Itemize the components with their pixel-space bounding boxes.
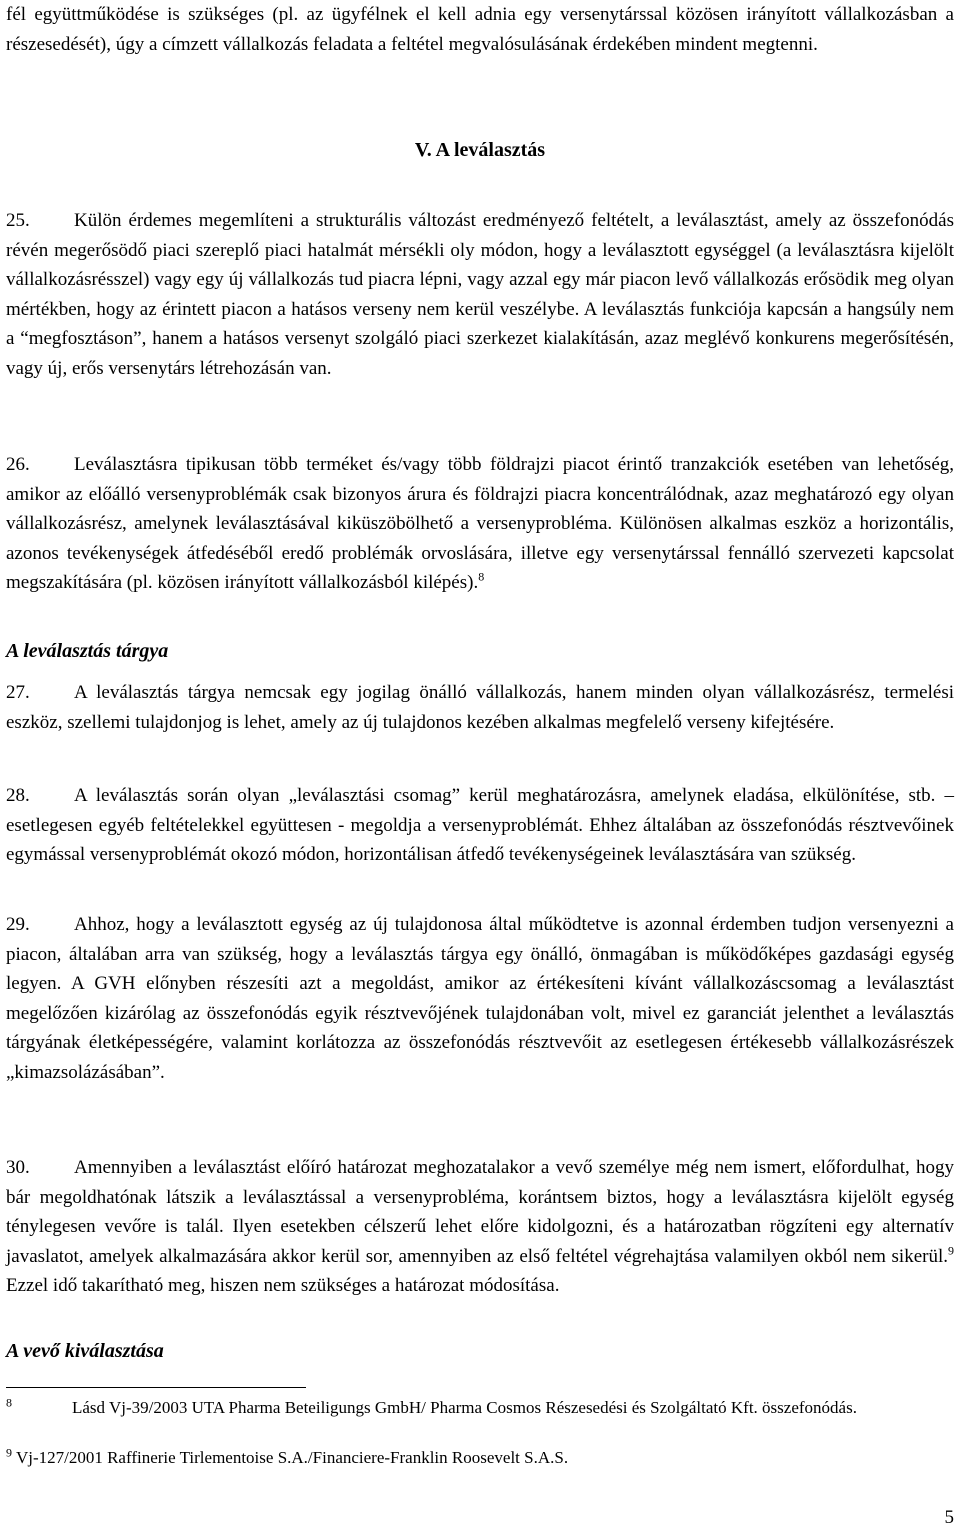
paragraph-intro-text: fél együttműködése is szükséges (pl. az ügyfélnek el kell adnia egy versenytárssal közösen irányított vállalkozásban a részesedését), úgy a címzett vállalkozás feladata a feltétel megvalósulásának érdekében mindent megtenni. <box>6 4 954 55</box>
footnote-text: Lásd Vj-39/2003 UTA Pharma Beteiligungs GmbH/ Pharma Cosmos Részesedési és Szolgáltató Kft. összefonódás. <box>72 1398 857 1417</box>
paragraph-text: Amennyiben a leválasztást előíró határozat meghozatalakor a vevő személye még nem ismert, előfordulhat, hogy bár megoldhatónak látszik a leválasztással a versenyprobléma, korántsem biztos, hogy a leválasztásra kijelölt egység ténylegesen vevőre is talál. Ilyen esetekben célszerű lehet előre kidolgozni, és a határozatban rögzíteni egy alternatív javaslatot, amelyek alkalmazására akkor kerül sor, amennyiben az első feltétel végrehajtása valamilyen okból nem sikerül. <box>6 1157 954 1267</box>
paragraph-number: 25. <box>6 210 30 231</box>
paragraph-text: A leválasztás tárgya nemcsak egy jogilag önálló vállalkozás, hanem minden olyan vállalkozásrész, termelési eszköz, szellemi tulajdonjog is lehet, amely az új tulajdonos kezében alkalmas megfelelő verseny kifejtésére. <box>6 682 954 733</box>
section-heading: V. A leválasztás <box>414 139 546 161</box>
paragraph-25 <box>6 206 954 383</box>
paragraph-text: Leválasztásra tipikusan több terméket és/vagy több földrajzi piacot érintő tranzakciók esetében van lehetőség, amikor az előálló versenyproblémák csak bizonyos árura és földrajzi piacra koncentrálódnak, azaz meghatározó egy olyan vállalkozásrész, amelynek leválasztásával kiküszöbölhető a versenyprobléma. Különösen alkalmas eszköz a horizontális, azonos tevékenységek átfedéséből eredő problémák orvoslására, illetve egy versenytárssal fennálló szervezeti kapcsolat megszakítására (pl. közösen irányított vállalkozásból kilépés). <box>6 454 954 593</box>
paragraph-intro <box>6 0 954 59</box>
paragraph-26 <box>6 450 954 598</box>
subheading-buyer: A vevő kiválasztása <box>6 1340 164 1362</box>
footnote-mark: 9 <box>6 1445 12 1460</box>
paragraph-text: Ahhoz, hogy a leválasztott egység az új tulajdonosa által működtetve is azonnal érdemben tudjon versenyezni a piacon, általában arra van szükség, hogy a leválasztás tárgya egy önálló, önmagában is működőképes gazdasági egység legyen. A GVH előnyben részesíti azt a megoldást, amikor az értékesíteni kívánt vállalkozáscsomag a leválasztást megelőzően kizárólag az összefonódás egyik résztvevőjének tulajdonában volt, mivel ez garanciát jelenthet a leválasztás tárgyának életképességére, valamint korlátozza az összefonódás résztvevőit az esetlegesen értékesebb vállalkozásrészek „kimazsolázásában”. <box>6 914 954 1083</box>
footnote-mark: 8 <box>6 1395 12 1410</box>
paragraph-28 <box>6 781 954 870</box>
paragraph-number: 26. <box>6 454 30 475</box>
subheading-subject: A leválasztás tárgya <box>6 640 169 662</box>
footnote-ref-9[interactable]: 9 <box>948 1243 954 1258</box>
paragraph-text-tail: Ezzel idő takarítható meg, hiszen nem szükséges a határozat módosítása. <box>6 1275 560 1296</box>
footnote-text: Vj-127/2001 Raffinerie Tirlementoise S.A./Financiere-Franklin Roosevelt S.A.S. <box>15 1448 569 1467</box>
paragraph-27 <box>6 678 954 737</box>
paragraph-number: 30. <box>6 1157 30 1178</box>
page-number: 5 <box>944 1507 954 1528</box>
footnote-9 <box>6 1446 954 1469</box>
paragraph-number: 28. <box>6 785 30 806</box>
footnote-ref-8[interactable]: 8 <box>478 569 485 584</box>
paragraph-29 <box>6 910 954 1087</box>
footnote-8 <box>6 1396 954 1419</box>
footnote-divider <box>6 1387 306 1388</box>
paragraph-text: A leválasztás során olyan „leválasztási csomag” kerül meghatározásra, amelynek eladása, elkülönítése, stb. – esetlegesen egyéb feltételekkel együttesen - megoldja a versenyproblémát. Ehhez általában az összefonódás résztvevőinek egymással versenyproblémát okozó módon, horizontálisan átfedő tevékenységeinek leválasztására van szükség. <box>6 785 954 865</box>
paragraph-number: 29. <box>6 914 30 935</box>
paragraph-30 <box>6 1153 954 1301</box>
paragraph-text: Külön érdemes megemlíteni a strukturális változást eredményező feltételt, a leválasztást, amely az összefonódás révén megerősödő piaci szereplő piaci hatalmát mérsékli oly módon, hogy a leválasztott egységgel (a leválasztásra kijelölt vállalkozásrésszel) vagy egy új vállalkozás tud piacra lépni, vagy azzal egy már piacon levő vállalkozás erősödik meg olyan mértékben, hogy az érintett piacon a hatásos verseny nem kerül veszélybe. A leválasztás funkciója kapcsán a hangsúly nem a “megfosztáson”, hanem a hatásos versenyt szolgáló piaci szerkezet kialakításán, azaz meglévő konkurens megerősítésén, vagy új, erős versenytárs létrehozásán van. <box>6 210 954 379</box>
paragraph-number: 27. <box>6 682 30 703</box>
